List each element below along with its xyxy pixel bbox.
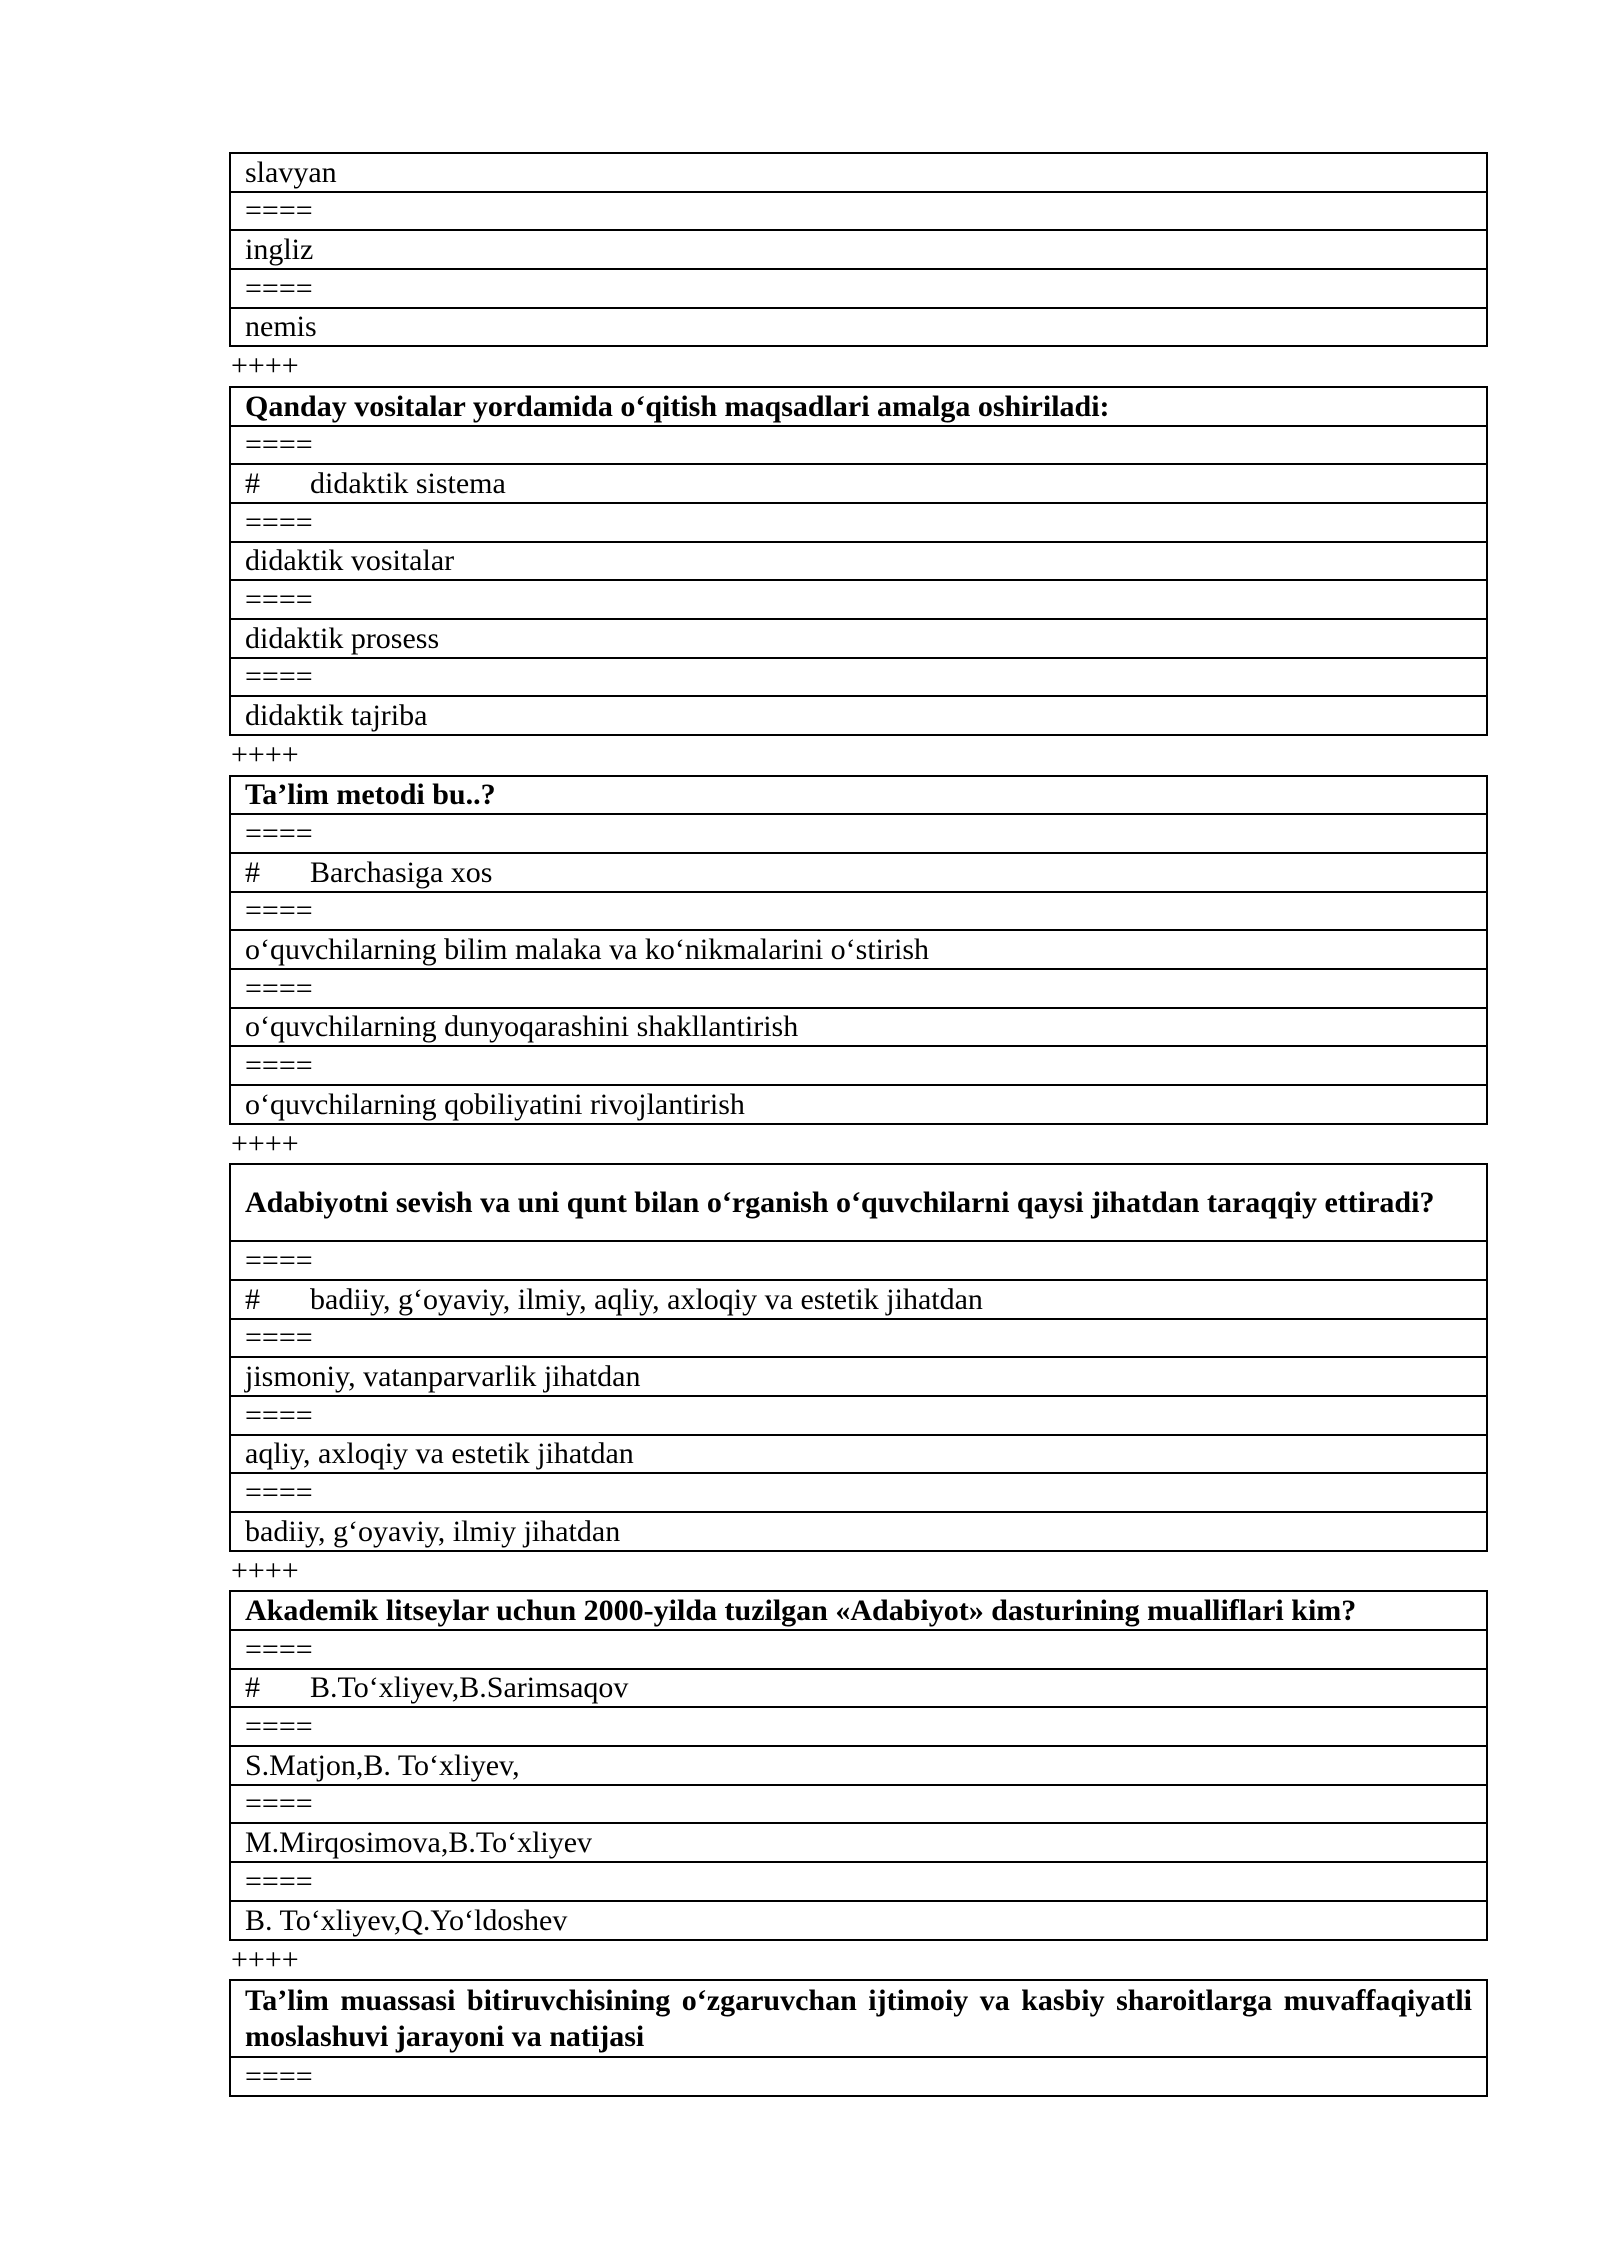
answer-row [230, 542, 1487, 581]
delimiter-row [230, 269, 1487, 308]
answer-cell: aqliy, axloqiy va estetik jihatdan [230, 1435, 1487, 1474]
delimiter-text: ==== [230, 580, 1487, 619]
answer-text: B.To‘xliyev,B.Sarimsaqov [310, 1671, 629, 1705]
question-text: Akademik litseylar uchun 2000-yilda tuzilgan «Adabiyot» dasturining mualliflari kim? [230, 1591, 1487, 1630]
delimiter-text: ==== [230, 1396, 1487, 1435]
correct-answer-marker: # [245, 855, 260, 889]
answer-row [230, 1901, 1487, 1940]
answer-row [230, 1512, 1487, 1551]
question-text: Ta’lim metodi bu..? [230, 776, 1487, 815]
delimiter-text: ==== [230, 192, 1487, 231]
answer-row [230, 308, 1487, 347]
delimiter-text: ==== [230, 269, 1487, 308]
question-text: Adabiyotni sevish va uni qunt bilan o‘rganish o‘quvchilarni qaysi jihatdan taraqqiy ettiradi? [230, 1164, 1487, 1241]
answer-cell: nemis [230, 308, 1487, 347]
answer-row [230, 696, 1487, 735]
answer-row [230, 853, 1487, 892]
answer-cell [230, 853, 1487, 892]
answer-cell: M.Mirqosimova,B.To‘xliyev [230, 1823, 1487, 1862]
answer-cell [230, 1280, 1487, 1319]
question-block [229, 1979, 1488, 2097]
question-text: Ta’lim muassasi bitiruvchisining o‘zgaruvchan ijtimoiy va kasbiy sharoitlarga muvaffaqiyatli moslashuvi jarayoni va natijasi [230, 1980, 1487, 2057]
answer-row [230, 464, 1487, 503]
answer-cell: badiiy, g‘oyaviy, ilmiy jihatdan [230, 1512, 1487, 1551]
correct-answer-marker: # [245, 1282, 260, 1316]
answer-row [230, 1823, 1487, 1862]
question-row [230, 1164, 1487, 1241]
question-block [229, 1590, 1488, 1940]
delimiter-text: ==== [230, 1473, 1487, 1512]
answer-cell: B. To‘xliyev,Q.Yo‘ldoshev [230, 1901, 1487, 1940]
answer-row [230, 1008, 1487, 1047]
block-separator: ++++ [231, 1553, 299, 1587]
answer-cell: didaktik tajriba [230, 696, 1487, 735]
delimiter-row [230, 1785, 1487, 1824]
delimiter-text: ==== [230, 658, 1487, 697]
question-block [229, 152, 1488, 347]
delimiter-row [230, 1319, 1487, 1358]
delimiter-text: ==== [230, 892, 1487, 931]
question-row [230, 776, 1487, 815]
delimiter-row [230, 1707, 1487, 1746]
answer-cell: ingliz [230, 230, 1487, 269]
delimiter-text: ==== [230, 1862, 1487, 1901]
delimiter-text: ==== [230, 1046, 1487, 1085]
answer-cell: jismoniy, vatanparvarlik jihatdan [230, 1357, 1487, 1396]
correct-answer-marker: # [245, 467, 260, 500]
answer-row [230, 1357, 1487, 1396]
answer-cell: o‘quvchilarning dunyoqarashini shakllantirish [230, 1008, 1487, 1047]
answer-text: badiiy, g‘oyaviy, ilmiy, aqliy, axloqiy va estetik jihatdan [310, 1282, 983, 1316]
delimiter-row [230, 969, 1487, 1008]
question-text: Qanday vositalar yordamida o‘qitish maqsadlari amalga oshiriladi: [230, 387, 1487, 426]
delimiter-row [230, 1630, 1487, 1669]
answer-row [230, 1085, 1487, 1124]
question-row [230, 387, 1487, 426]
delimiter-row [230, 1241, 1487, 1280]
delimiter-text: ==== [230, 2057, 1487, 2096]
delimiter-row [230, 814, 1487, 853]
answer-row [230, 1746, 1487, 1785]
answer-row [230, 153, 1487, 192]
block-separator: ++++ [231, 738, 299, 772]
delimiter-row [230, 1396, 1487, 1435]
question-block [229, 1163, 1488, 1552]
answer-cell: didaktik vositalar [230, 542, 1487, 581]
question-row [230, 1980, 1487, 2057]
question-block [229, 775, 1488, 1125]
delimiter-text: ==== [230, 503, 1487, 542]
question-block [229, 386, 1488, 736]
delimiter-row [230, 1862, 1487, 1901]
delimiter-row [230, 426, 1487, 465]
delimiter-row [230, 658, 1487, 697]
answer-row [230, 1280, 1487, 1319]
delimiter-text: ==== [230, 426, 1487, 465]
answer-text: didaktik sistema [310, 467, 506, 500]
delimiter-text: ==== [230, 814, 1487, 853]
delimiter-text: ==== [230, 1319, 1487, 1358]
correct-answer-marker: # [245, 1671, 260, 1705]
answer-cell: didaktik prosess [230, 619, 1487, 658]
delimiter-text: ==== [230, 1241, 1487, 1280]
answer-row [230, 1435, 1487, 1474]
question-row [230, 1591, 1487, 1630]
answer-cell [230, 1669, 1487, 1708]
answer-row [230, 1669, 1487, 1708]
document-page [229, 152, 1488, 2097]
answer-row [230, 930, 1487, 969]
delimiter-row [230, 503, 1487, 542]
delimiter-row [230, 1473, 1487, 1512]
answer-row [230, 619, 1487, 658]
block-separator: ++++ [231, 349, 299, 383]
delimiter-row [230, 2057, 1487, 2096]
delimiter-text: ==== [230, 969, 1487, 1008]
delimiter-row [230, 580, 1487, 619]
answer-cell: o‘quvchilarning qobiliyatini rivojlantirish [230, 1085, 1487, 1124]
block-separator: ++++ [231, 1942, 299, 1976]
delimiter-row [230, 1046, 1487, 1085]
delimiter-text: ==== [230, 1785, 1487, 1824]
answer-cell [230, 464, 1487, 503]
delimiter-text: ==== [230, 1630, 1487, 1669]
answer-cell: slavyan [230, 153, 1487, 192]
answer-row [230, 230, 1487, 269]
answer-cell: S.Matjon,B. To‘xliyev, [230, 1746, 1487, 1785]
answer-text: Barchasiga xos [310, 855, 493, 889]
block-separator: ++++ [231, 1126, 299, 1160]
answer-cell: o‘quvchilarning bilim malaka va ko‘nikmalarini o‘stirish [230, 930, 1487, 969]
delimiter-row [230, 892, 1487, 931]
delimiter-row [230, 192, 1487, 231]
delimiter-text: ==== [230, 1707, 1487, 1746]
